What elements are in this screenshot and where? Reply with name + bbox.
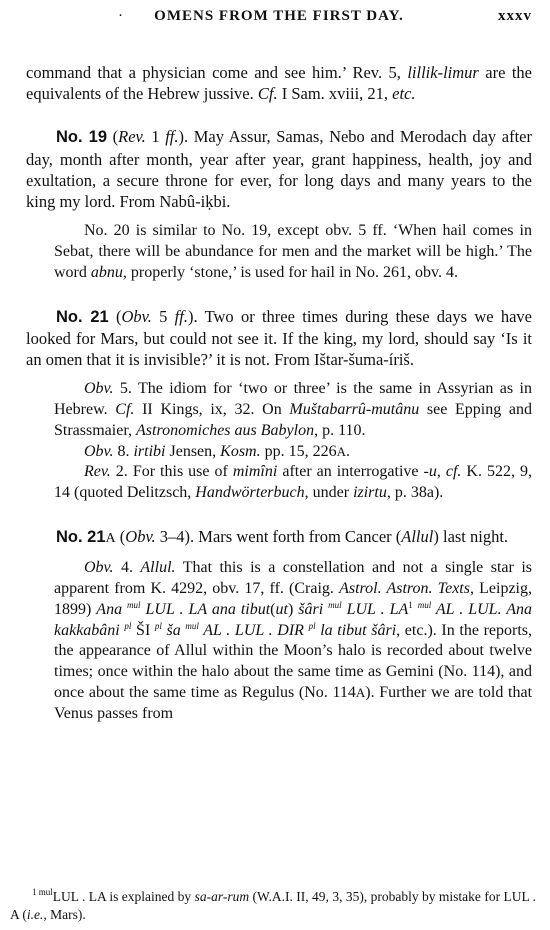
letter-paragraph: No. 19 (Rev. 1 ff.). May Assur, Samas, Nebo and Merodach day after day, month after month, year after year, grant happiness, health, joy and exultation, a secure throne for ever, for long days and many years to the king my lord. From Nabû-iḳbi. [26,127,532,212]
footnotes [10,888,536,924]
commentary-paragraph: Rev. 2. For this use of mimîni after an interrogative -u, cf. K. 522, 9, 14 (quoted Delitzsch, Handwörterbuch, under izirtu, p. 38a). [54,463,533,502]
commentary-paragraph: Obv. 5. The idiom for ‘two or three’ is the same in Assyrian as in Hebrew. Cf. II Kings, ix, 32. On Muštabarrû-mutânu see Epping and Strassmaier, Astronomiches aus Babylon, p. 110. [54,380,533,439]
paragraph-gap [26,504,532,526]
paragraph-gap [26,212,532,221]
commentary-paragraph: Obv. 4. Allul. That this is a constellation and not a single star is apparent from K. 4292, obv. 17, ff. (Craig. Astrol. Astron. Texts, Leipzig, 1899) Ana $^{mul}$ LUL . LA ana tibut(ut) šâri $^{mul}$ LUL . $LA^1$ $^{mul}$ AL . LUL. Ana kakkabâni $^{pl}$ ŠI $^{pl}$ ša $^{mul}$ AL . LUL . DIR $^{pl}$ la tibut šâri, etc.). In the reports, the appearance of Allul within the Moon’s halo is recorded about twelve times; once within the halo about the same time as Gemini (No. 114), and once about the same time as Regulus (No. 114A). Further we are told that Venus passes from [54,559,533,722]
footnote: $^{1 mul}$LUL . LA is explained by sa-ar-rum (W.A.I. II, 49, 3, 35), probably by mistake for LUL . A (i.e., Mars). [10,887,536,922]
running-header [26,8,532,30]
commentary-paragraph: No. 20 is similar to No. 19, except obv. 5 ff. ‘When hail comes in Sebat, there will be abundance for men and the market will be high.’ The word abnu, properly ‘stone,’ is used for hail in No. 261, obv. 4. [54,222,532,281]
commentary-paragraph: Obv. 8. irtibi Jensen, Kosm. pp. 15, 226A. [84,442,350,460]
paragraph-gap [26,549,532,558]
running-title: OMENS FROM THE FIRST DAY. [154,8,404,24]
paragraph-gap [26,370,532,379]
page-body [26,62,532,725]
page-number: xxxv [498,8,532,24]
continued-paragraph: command that a physician come and see him.’ Rev. 5, lillik-limur are the equivalents of the Hebrew jussive. Cf. I Sam. xviii, 21, etc. [26,63,532,104]
letter-paragraph: No. 21A (Obv. 3–4). Mars went forth from Cancer (Allul) last night. [56,527,509,546]
header-dot: · [118,8,124,24]
letter-paragraph: No. 21 (Obv. 5 ff.). Two or three times during these days we have looked for Mars, but could not see it. If the king, my lord, should say ‘Is it an omen that it is invisible?’ it is not. From Ištar-šuma-íriš. [26,306,532,370]
paragraph-gap [26,104,532,126]
paragraph-gap [26,284,532,306]
